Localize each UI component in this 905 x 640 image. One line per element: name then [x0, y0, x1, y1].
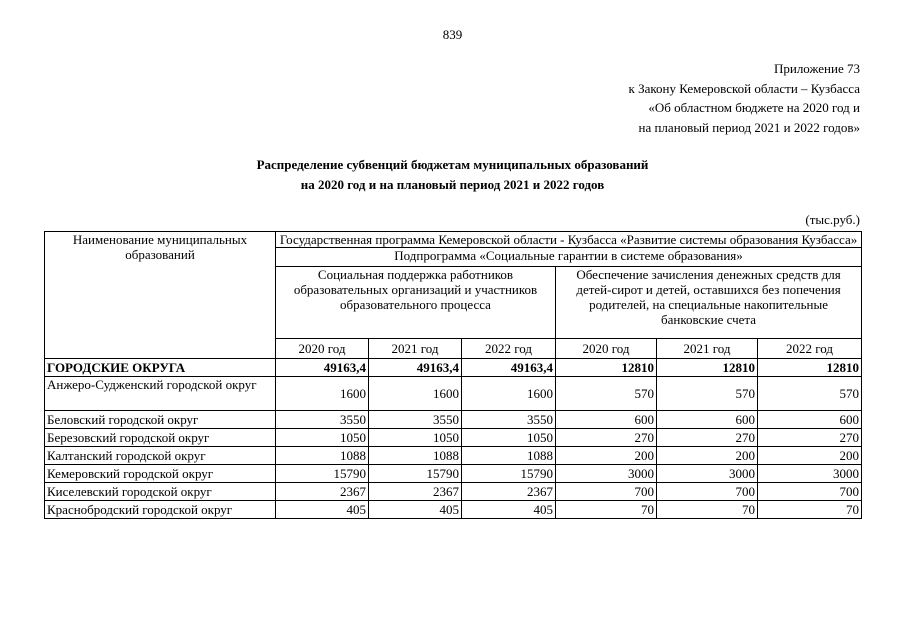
value-cell: 3000 [657, 465, 758, 483]
municipality-name: Калтанский городской округ [45, 447, 276, 465]
title-line: на 2020 год и на плановый период 2021 и 2022 годов [300, 177, 605, 192]
table-row [45, 501, 862, 519]
value-cell: 49163,4 [276, 359, 369, 377]
value-cell: 1050 [462, 429, 556, 447]
value-cell: 600 [556, 411, 657, 429]
value-cell: 405 [462, 501, 556, 519]
value-cell: 1088 [369, 447, 462, 465]
municipality-name: Краснобродский городской округ [45, 501, 276, 519]
year-header: 2022 год [758, 339, 862, 359]
value-cell: 1600 [369, 377, 462, 411]
value-cell: 15790 [276, 465, 369, 483]
program-header: Государственная программа Кемеровской области - Кузбасса «Развитие системы образования Кузбасса» [276, 232, 862, 248]
year-header: 2021 год [369, 339, 462, 359]
value-cell: 2367 [276, 483, 369, 501]
appendix-header [629, 59, 861, 137]
value-cell: 70 [657, 501, 758, 519]
value-cell: 2367 [369, 483, 462, 501]
value-cell: 12810 [556, 359, 657, 377]
municipality-name: Киселевский городской округ [45, 483, 276, 501]
municipality-name: Беловский городской округ [45, 411, 276, 429]
value-cell: 1088 [276, 447, 369, 465]
value-cell: 570 [556, 377, 657, 411]
value-cell: 49163,4 [462, 359, 556, 377]
table-row [45, 411, 862, 429]
value-cell: 570 [657, 377, 758, 411]
value-cell: 405 [369, 501, 462, 519]
value-cell: 49163,4 [369, 359, 462, 377]
value-cell: 700 [657, 483, 758, 501]
appendix-line: на плановый период 2021 и 2022 годов» [638, 119, 860, 135]
value-cell: 3550 [462, 411, 556, 429]
value-cell: 405 [276, 501, 369, 519]
municipality-header: Наименование муниципальных образований [45, 232, 276, 359]
year-header: 2020 год [276, 339, 369, 359]
subventions-table [44, 231, 862, 519]
value-cell: 700 [758, 483, 862, 501]
title-line: Распределение субвенций бюджетам муниципальных образований [256, 157, 649, 172]
value-cell: 3000 [758, 465, 862, 483]
appendix-line: «Об областном бюджете на 2020 год и [648, 100, 860, 115]
table-row [45, 447, 862, 465]
header-row-program [45, 232, 862, 248]
value-cell: 270 [556, 429, 657, 447]
value-cell: 1050 [276, 429, 369, 447]
value-cell: 700 [556, 483, 657, 501]
value-cell: 570 [758, 377, 862, 411]
value-cell: 15790 [462, 465, 556, 483]
year-header: 2020 год [556, 339, 657, 359]
year-header: 2021 год [657, 339, 758, 359]
value-cell: 1050 [369, 429, 462, 447]
value-cell: 3550 [276, 411, 369, 429]
value-cell: 200 [657, 447, 758, 465]
table-row [45, 465, 862, 483]
measure-social-support-header: Социальная поддержка работников образовательных организаций и участников образовательного процесса [276, 267, 556, 339]
year-header: 2022 год [462, 339, 556, 359]
appendix-line: Приложение 73 [773, 61, 860, 76]
value-cell: 15790 [369, 465, 462, 483]
value-cell: 3000 [556, 465, 657, 483]
value-cell: 2367 [462, 483, 556, 501]
value-cell: 600 [758, 411, 862, 429]
value-cell: 12810 [758, 359, 862, 377]
table-row [45, 483, 862, 501]
measure-orphans-accounts-header: Обеспечение зачисления денежных средств для детей-сирот и детей, оставшихся без попечения родителей, на специальные накопительные банковские счета [556, 267, 862, 339]
value-cell: 1600 [462, 377, 556, 411]
value-cell: 270 [657, 429, 758, 447]
document-title [0, 155, 905, 195]
units-label: (тыс.руб.) [805, 212, 860, 227]
value-cell: 70 [556, 501, 657, 519]
value-cell: 600 [657, 411, 758, 429]
municipality-name: Березовский городской округ [45, 429, 276, 447]
value-cell: 1600 [276, 377, 369, 411]
value-cell: 70 [758, 501, 862, 519]
municipality-name: Кемеровский городской округ [45, 465, 276, 483]
value-cell: 200 [758, 447, 862, 465]
value-cell: 270 [758, 429, 862, 447]
value-cell: 12810 [657, 359, 758, 377]
table-row [45, 377, 862, 411]
page-number: 839 [442, 27, 463, 42]
value-cell: 200 [556, 447, 657, 465]
municipality-name: Анжеро-Судженский городской округ [45, 377, 276, 411]
table-row [45, 429, 862, 447]
value-cell: 3550 [369, 411, 462, 429]
total-row-name: ГОРОДСКИЕ ОКРУГА [45, 359, 276, 377]
total-row [45, 359, 862, 377]
value-cell: 1088 [462, 447, 556, 465]
appendix-line: к Закону Кемеровской области – Кузбасса [628, 80, 860, 96]
subprogram-header: Подпрограмма «Социальные гарантии в системе образования» [276, 248, 862, 267]
